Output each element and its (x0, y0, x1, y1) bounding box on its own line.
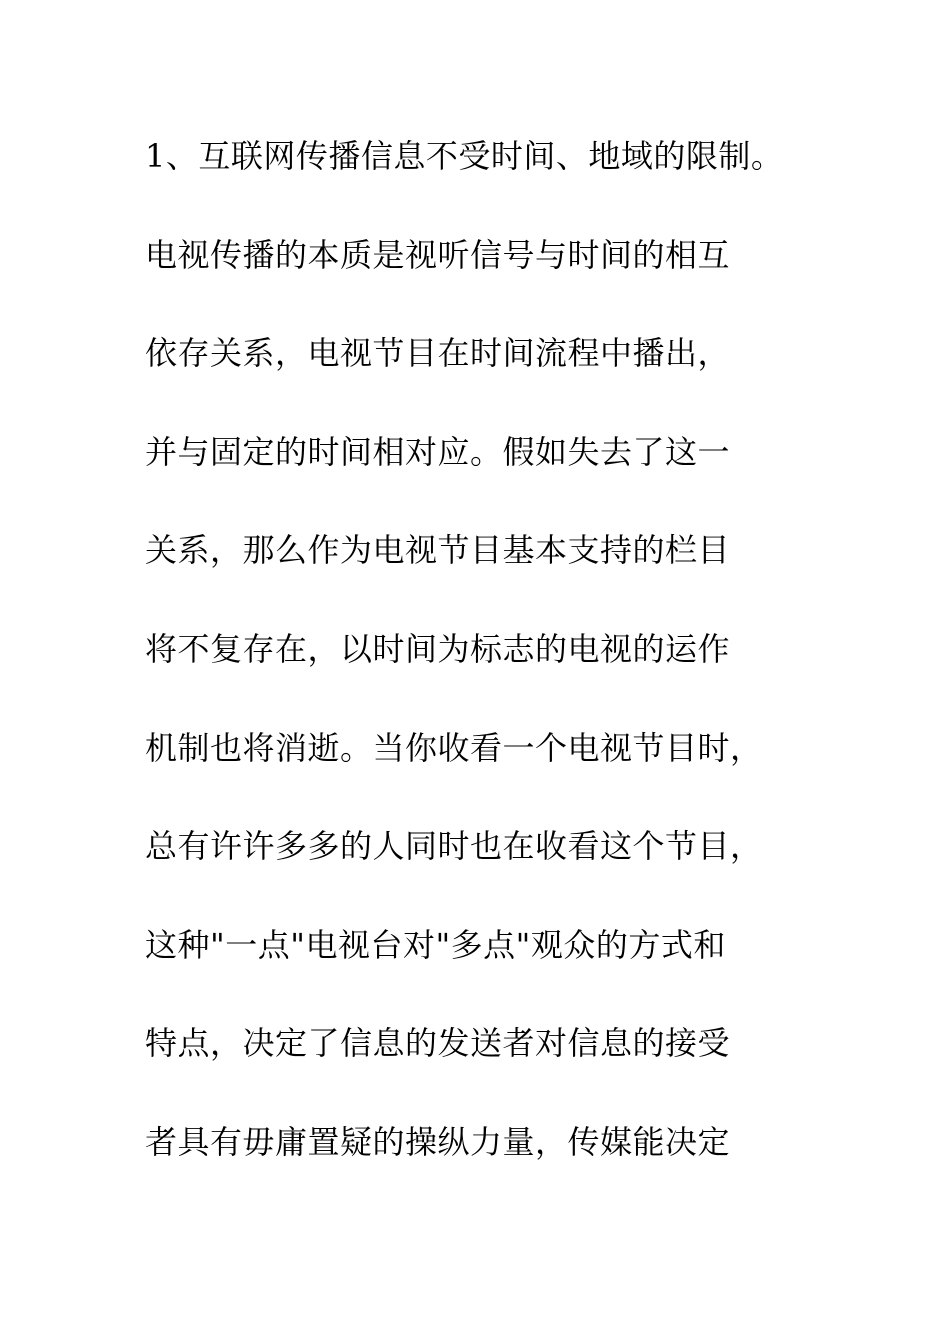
text-line-2: 电视传播的本质是视听信号与时间的相互 (145, 235, 731, 274)
text-line-7: 机制也将消逝。当你收看一个电视节目时， (145, 728, 763, 767)
text-line-3: 依存关系，电视节目在时间流程中播出， (145, 334, 731, 373)
text-line-10: 特点，决定了信息的发送者对信息的接受 (145, 1024, 731, 1063)
text-line-6: 将不复存在，以时间为标志的电视的运作 (145, 629, 731, 668)
text-line-4: 并与固定的时间相对应。假如失去了这一 (145, 432, 731, 471)
text-line-11: 者具有毋庸置疑的操纵力量，传媒能决定 (145, 1122, 731, 1161)
body-text (145, 125, 865, 1210)
text-line-5: 关系，那么作为电视节目基本支持的栏目 (145, 531, 731, 570)
text-line-9: 这种"一点"电视台对"多点"观众的方式和 (145, 925, 726, 964)
text-line-8: 总有许许多多的人同时也在收看这个节目， (145, 827, 763, 866)
text-line-1: 1、互联网传播信息不受时间、地域的限制。 (145, 137, 784, 175)
